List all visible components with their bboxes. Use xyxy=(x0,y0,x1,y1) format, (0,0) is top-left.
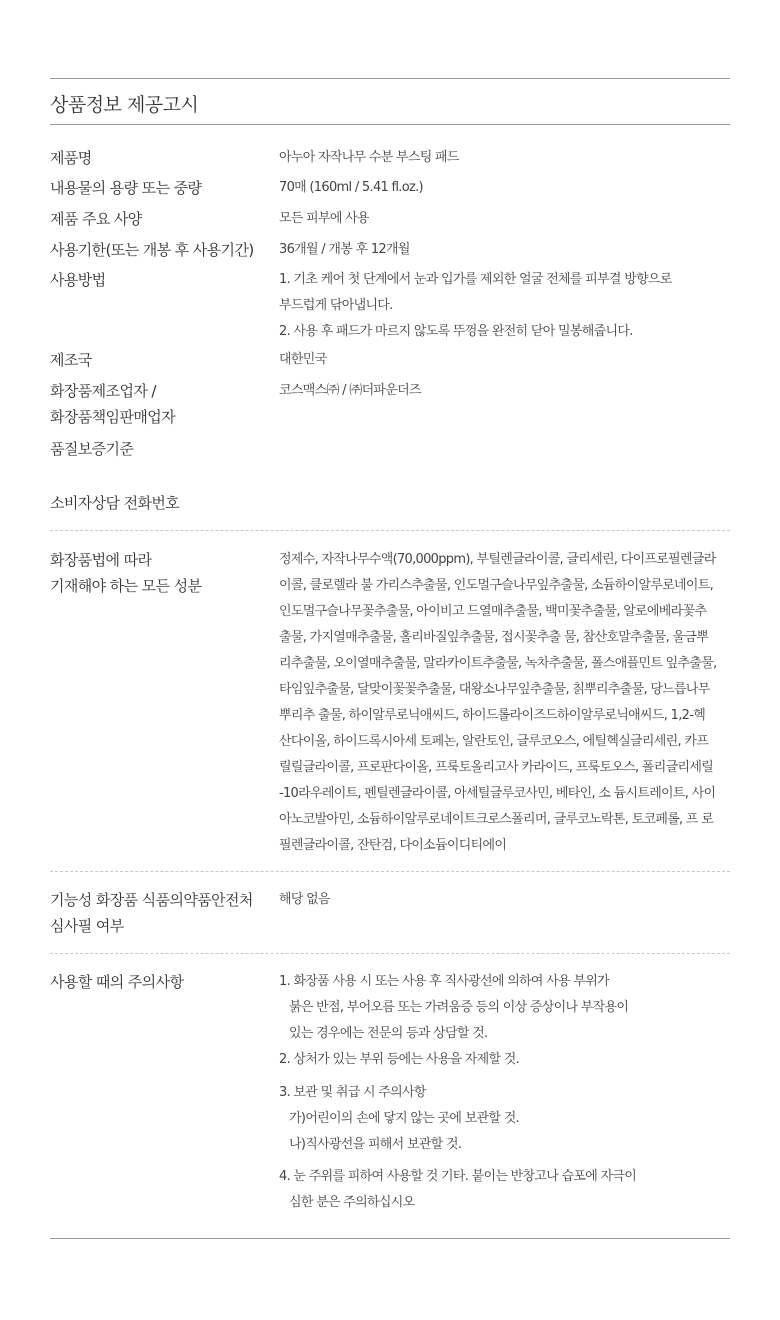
usage-line: 1. 기초 케어 첫 단계에서 눈과 입가를 제외한 얼굴 전체를 피부결 방향으로 xyxy=(279,272,672,287)
title-divider xyxy=(50,124,730,125)
label-functional: 기능성 화장품 식품의약품안전처 심사필 여부 xyxy=(50,891,253,935)
ingredient-line: 리추출물, 오이열매추출물, 말라카이트추출물, 녹차추출물, 폴스애플민트 잎추출물, xyxy=(279,656,717,671)
top-divider xyxy=(50,78,730,79)
caution-line: 2. 상처가 있는 부위 등에는 사용을 자제할 것. xyxy=(279,1052,520,1067)
ingredient-line: 필렌글라이콜, 잔탄검, 다이소듐이디티에이 xyxy=(279,838,507,853)
value-expiry: 36개월 / 개봉 후 12개월 xyxy=(279,242,410,257)
usage-line: 부드럽게 닦아냅니다. xyxy=(279,298,393,313)
ingredient-line: -10라우레이트, 펜틸렌글라이콜, 아세틸글루코사민, 베타인, 소 듐시트레이트, 사이 xyxy=(279,786,716,801)
label-ingredients: 화장품법에 따라 기재해야 하는 모든 성분 xyxy=(50,551,202,595)
ingredient-line: 아노코발아민, 소듐하이알루로네이트크로스폴리머, 글루코노락톤, 토코페롤, 프 로 xyxy=(279,812,714,827)
usage-line: 2. 사용 후 패드가 마르지 않도록 뚜껑을 완전히 닫아 밀봉해줍니다. xyxy=(279,324,633,339)
value-volume: 70매 (160ml / 5.41 fl.oz.) xyxy=(279,180,423,195)
ingredient-line: 인도멀구슬나무꽃추출물, 아이비고 드열매추출물, 백미꽃추출물, 알로에베라꽃추 xyxy=(279,604,707,619)
bottom-divider xyxy=(50,1238,730,1239)
label-caution: 사용할 때의 주의사항 xyxy=(50,973,184,991)
dashed-divider xyxy=(50,871,730,872)
ingredient-line: 릴릴글라이콜, 프로판다이올, 프룩토올리고사 카라이드, 프룩토오스, 폴리글리세릴 xyxy=(279,760,714,775)
value-caution xyxy=(279,969,731,1073)
label-country: 제조국 xyxy=(50,351,92,369)
label-expiry: 사용기한(또는 개봉 후 사용기간) xyxy=(50,241,254,259)
value-ingredients xyxy=(279,547,731,859)
label-quality: 품질보증기준 xyxy=(50,440,134,458)
ingredient-line: 이콜, 클로렐라 불 가리스추출물, 인도멀구슬나무잎추출물, 소듐하이알루로네이트, xyxy=(279,578,714,593)
value-manufacturer: 코스맥스㈜ / ㈜더파운더즈 xyxy=(279,383,421,398)
caution-line: 붉은 반점, 부어오름 또는 가려움증 등의 이상 증상이나 부작용이 xyxy=(289,1000,629,1015)
caution-line: 1. 화장품 사용 시 또는 사용 후 직사광선에 의하여 사용 부위가 xyxy=(279,974,609,989)
label-product-name: 제품명 xyxy=(50,149,92,167)
value-spec: 모든 피부에 사용 xyxy=(279,211,369,226)
value-country: 대한민국 xyxy=(279,352,327,367)
label-manufacturer: 화장품제조업자 / 화장품책임판매업자 xyxy=(50,382,176,426)
dashed-divider xyxy=(50,530,730,531)
caution-line: 가)어린이의 손에 닿지 않는 곳에 보관할 것. xyxy=(289,1111,519,1126)
caution-line: 있는 경우에는 전문의 등과 상담할 것. xyxy=(289,1026,488,1041)
dashed-divider xyxy=(50,953,730,954)
caution-line: 4. 눈 주위를 피하여 사용할 것 기타. 붙이는 반창고나 습포에 자극이 xyxy=(279,1169,637,1184)
caution-line: 나)직사광선을 피해서 보관할 것. xyxy=(289,1137,462,1152)
ingredient-line: 뿌리추 출물, 하이알루로닉애씨드, 하이드롤라이즈드하이알루로닉애씨드, 1,2-헥 xyxy=(279,708,706,723)
ingredient-line: 산다이올, 하이드록시아세 토페논, 알란토인, 글루코오스, 에틸헥실글리세린, 카프 xyxy=(279,734,709,749)
value-usage xyxy=(279,267,731,345)
label-spec: 제품 주요 사양 xyxy=(50,210,142,228)
caution-line: 심한 분은 주의하십시오 xyxy=(289,1195,415,1210)
label-consumer-phone: 소비자상담 전화번호 xyxy=(50,494,180,512)
value-caution-other xyxy=(279,1164,731,1216)
page-title: 상품정보 제공고시 xyxy=(50,94,199,116)
label-usage: 사용방법 xyxy=(50,271,106,289)
caution-line: 3. 보관 및 취급 시 주의사항 xyxy=(279,1085,426,1100)
ingredient-line: 정제수, 자작나무수액(70,000ppm), 부틸렌글라이콜, 글리세린, 다이프로필렌글라 xyxy=(279,552,716,567)
value-functional: 해당 없음 xyxy=(279,892,330,907)
value-caution-storage xyxy=(279,1080,731,1158)
value-product-name: 아누아 자작나무 수분 부스팅 패드 xyxy=(279,150,459,165)
label-volume: 내용물의 용량 또는 중량 xyxy=(50,179,202,197)
ingredient-line: 타임잎추출물, 달맞이꽃꽃추출물, 대왕소나무잎추출물, 칡뿌리추출물, 당느릅나무 xyxy=(279,682,710,697)
ingredient-line: 출물, 가지열매추출물, 홀리바질잎추출물, 접시꽃추출 물, 참산호말추출물, 울금뿌 xyxy=(279,630,709,645)
